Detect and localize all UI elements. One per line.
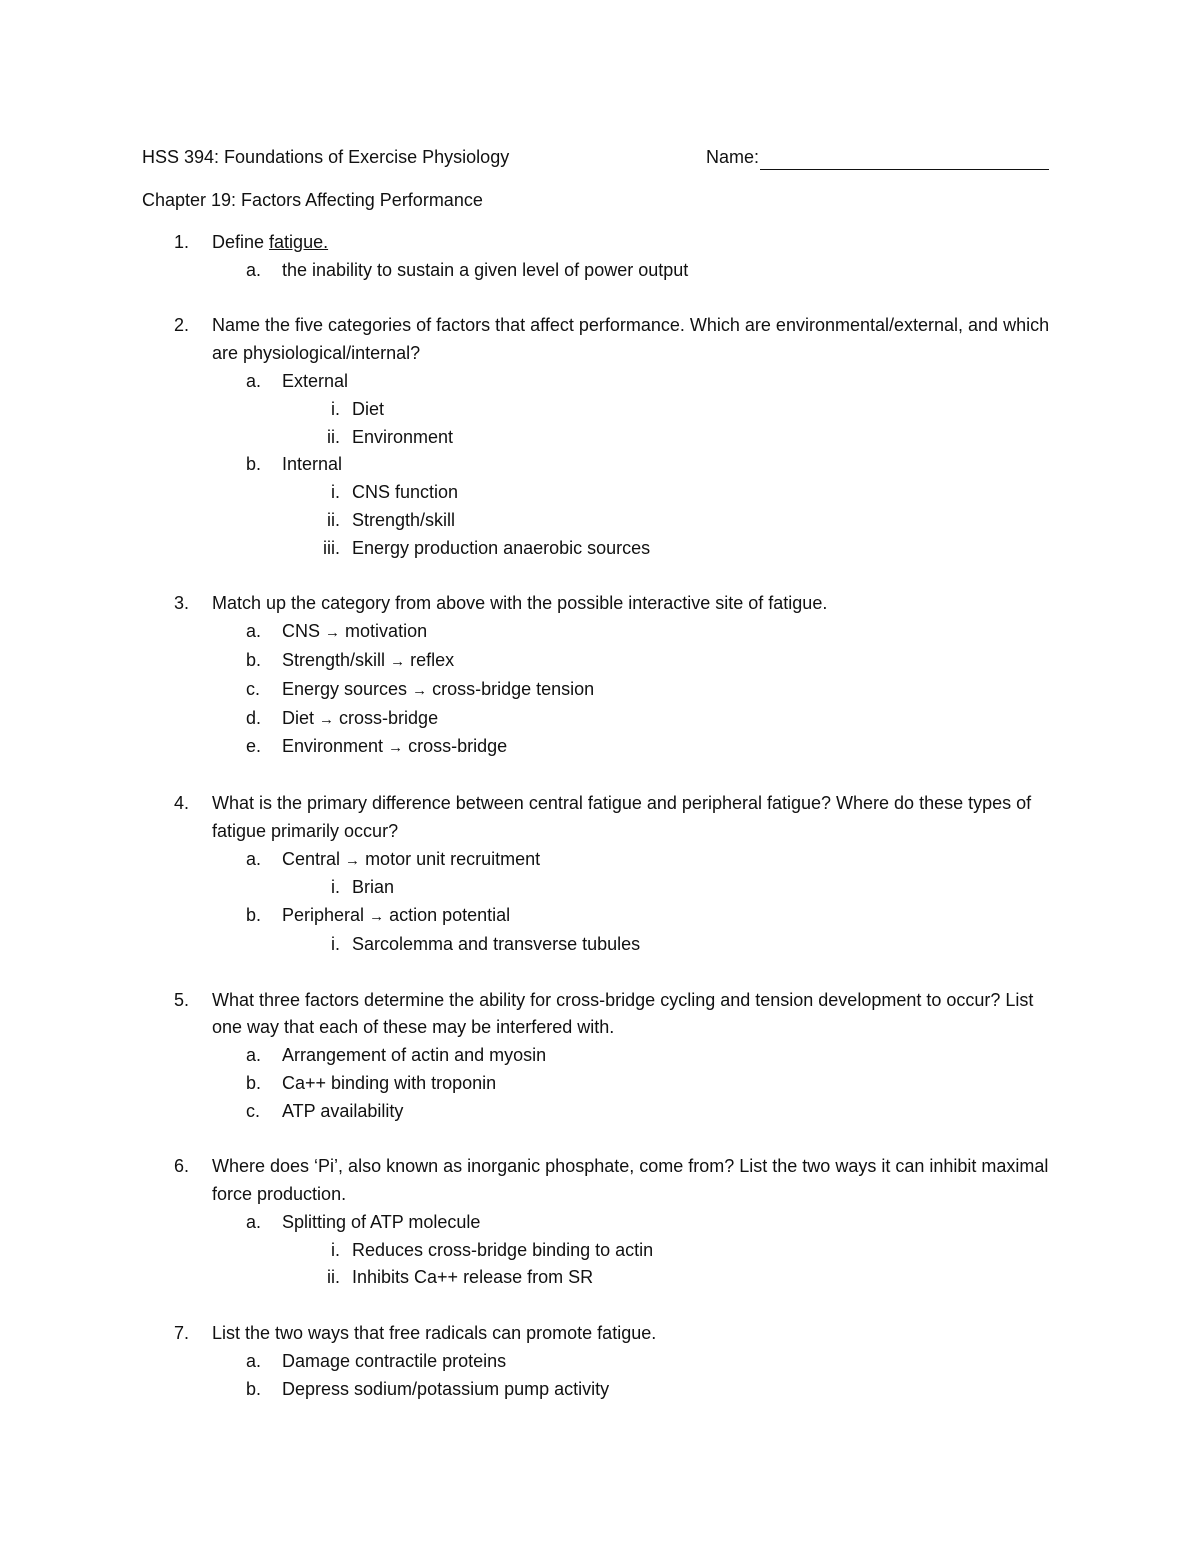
answer-label: a. [246,259,262,280]
sub-answer-label: i. [331,877,340,898]
sub-answer-text: Sarcolemma and transverse tubules [352,933,641,954]
answer-item [212,618,1062,647]
sub-answer-item [212,396,1062,424]
sub-answer-label: iii. [323,537,340,558]
sub-answer-label: i. [331,1239,340,1260]
answer-item [212,647,1062,676]
answer-label: a. [246,1045,262,1066]
answer-category: Central [282,848,341,869]
question-number: 3. [174,593,190,614]
answer-label: a. [246,1350,262,1371]
answer-label: a. [246,621,262,642]
sub-answer-label: ii. [327,426,340,447]
answer-text: Ca++ binding with troponin [282,1072,497,1093]
answer-label: c. [246,1100,261,1121]
sub-answer-text: Reduces cross-bridge binding to actin [352,1239,654,1260]
sub-answer-text: Strength/skill [352,509,456,530]
answer-item [212,902,1062,931]
answer-category: Energy sources [282,678,408,699]
question-number: 5. [174,989,190,1010]
answer-category: Strength/skill [282,649,386,670]
answer-site: cross-bridge tension [432,678,595,699]
answer-item [212,451,1062,479]
sub-answer-item [212,479,1062,507]
answer-item [212,257,1062,285]
answer-site: reflex [410,649,455,670]
sub-answer-label: i. [331,482,340,503]
question-number: 6. [174,1156,190,1177]
sub-answer-text: Brian [352,877,395,898]
question-3 [142,590,1062,762]
question-6 [142,1153,1062,1292]
answer-label: b. [246,649,262,670]
question-5 [142,987,1062,1126]
answer-site: motor unit recruitment [365,848,541,869]
course-title: HSS 394: Foundations of Exercise Physiology [142,147,510,167]
sub-answer-item [212,1264,1062,1292]
answer-label: b. [246,1072,262,1093]
sub-answer-item [212,874,1062,902]
question-text [212,229,1062,257]
header-row [142,144,1054,170]
sub-answer-label: i. [331,398,340,419]
question-text-prefix: Define [212,232,270,252]
answer-label: d. [246,707,262,728]
sub-answer-label: ii. [327,1267,340,1288]
answer-item [212,846,1062,875]
answer-item [212,1376,1062,1404]
answer-text: Depress sodium/potassium pump activity [282,1378,610,1399]
answer-text: Splitting of ATP molecule [282,1211,481,1232]
right-arrow-icon: → [412,681,428,699]
name-blank-line [760,149,1049,170]
answer-label: a. [246,848,262,869]
answer-site: action potential [389,905,511,926]
answer-item [212,1042,1062,1070]
question-text: Match up the category from above with the possible interactive site of fatigue. [212,593,828,614]
answer-item [212,1209,1062,1237]
answer-label: c. [246,678,261,699]
answer-label: e. [246,736,262,757]
question-text: List the two ways that free radicals can promote fatigue. [212,1323,657,1344]
answer-label: b. [246,1378,262,1399]
answer-text: Arrangement of actin and myosin [282,1045,547,1066]
sub-answer-item [212,1237,1062,1265]
answer-item [212,368,1062,396]
chapter-title: Chapter 19: Factors Affecting Performance [142,190,483,210]
answer-item [212,1348,1062,1376]
answer-text: the inability to sustain a given level of power output [282,259,689,280]
right-arrow-icon: → [369,908,385,926]
answer-item [212,705,1062,734]
right-arrow-icon: → [390,652,406,670]
name-field [706,144,1054,170]
answer-text: Internal [282,454,343,475]
question-number: 7. [174,1323,190,1344]
answer-site: motivation [345,621,428,642]
question-7 [142,1320,1062,1403]
right-arrow-icon: → [388,739,404,757]
question-term: fatigue. [269,232,329,252]
question-number: 4. [174,792,190,813]
answer-label: a. [246,1211,262,1232]
sub-answer-text: Environment [352,426,454,447]
question-4 [142,790,1062,959]
question-list [142,229,1062,1431]
answer-category: Peripheral [282,905,365,926]
question-text: Name the five categories of factors that affect performance. Which are environmental/external, and which are physiological/internal? [212,315,1050,364]
question-text: What three factors determine the ability for cross-bridge cycling and tension development to occur? List one way that each of these may be interfered with. [212,989,1034,1038]
answer-item [212,733,1062,762]
answer-text: ATP availability [282,1100,404,1121]
sub-answer-text: Diet [352,398,385,419]
sub-answer-label: ii. [327,509,340,530]
sub-answer-text: Inhibits Ca++ release from SR [352,1267,594,1288]
name-label: Name: [706,147,760,167]
answer-category: CNS [282,621,321,642]
answer-item [212,676,1062,705]
sub-answer-item [212,424,1062,452]
right-arrow-icon: → [345,851,361,869]
sub-answer-text: Energy production anaerobic sources [352,537,651,558]
answer-label: a. [246,370,262,391]
sub-answer-label: i. [331,933,340,954]
answer-site: cross-bridge [408,736,508,757]
right-arrow-icon: → [325,624,341,642]
sub-answer-text: CNS function [352,482,459,503]
question-2 [142,312,1062,562]
question-1 [142,229,1062,285]
right-arrow-icon: → [319,710,335,728]
answer-text: External [282,370,349,391]
question-text: Where does ‘Pi’, also known as inorganic phosphate, come from? List the two ways it can inhibit maximal force production. [212,1156,1049,1205]
answer-label: b. [246,454,262,475]
question-number: 1. [174,232,190,252]
answer-text: Damage contractile proteins [282,1350,507,1371]
answer-category: Environment [282,736,384,757]
answer-item [212,1070,1062,1098]
answer-label: b. [246,905,262,926]
answer-item [212,1098,1062,1126]
sub-answer-item [212,931,1062,959]
answer-site: cross-bridge [339,707,439,728]
sub-answer-item [212,507,1062,535]
answer-category: Diet [282,707,315,728]
question-number: 2. [174,315,190,336]
sub-answer-item [212,535,1062,563]
question-text: What is the primary difference between central fatigue and peripheral fatigue? Where do these types of fatigue primarily occur? [212,792,1032,841]
